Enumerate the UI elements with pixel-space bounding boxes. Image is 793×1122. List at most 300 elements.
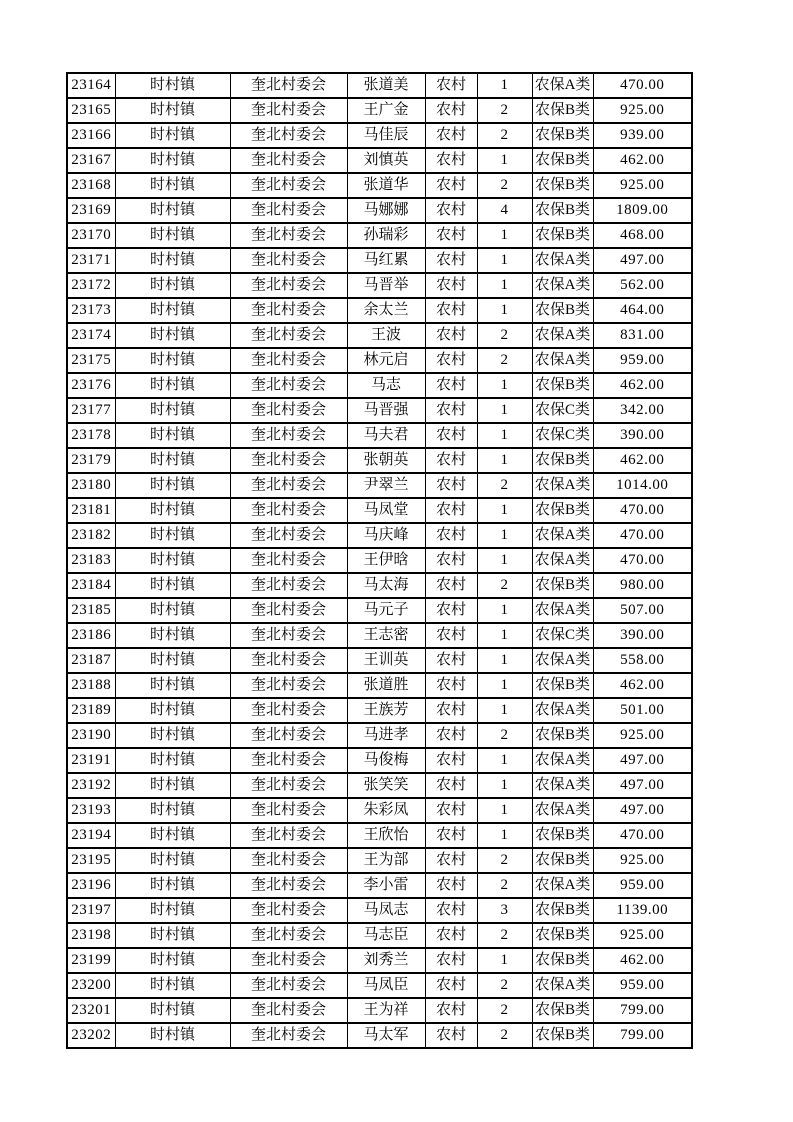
- table-row: [67, 598, 692, 623]
- cell-amount: 959.00: [593, 348, 692, 373]
- cell-amount: 464.00: [593, 298, 692, 323]
- table-row: [67, 898, 692, 923]
- cell-persons: 1: [477, 148, 532, 173]
- cell-insurance_type: 农保A类: [532, 473, 593, 498]
- cell-name: 马凤志: [347, 898, 425, 923]
- cell-amount: 497.00: [593, 248, 692, 273]
- cell-persons: 1: [477, 548, 532, 573]
- cell-amount: 470.00: [593, 73, 692, 98]
- cell-persons: 1: [477, 823, 532, 848]
- cell-amount: 462.00: [593, 448, 692, 473]
- cell-category: 农村: [425, 973, 477, 998]
- cell-village: 奎北村委会: [230, 748, 347, 773]
- cell-insurance_type: 农保B类: [532, 448, 593, 473]
- cell-amount: 497.00: [593, 748, 692, 773]
- cell-category: 农村: [425, 198, 477, 223]
- table-row: [67, 698, 692, 723]
- cell-town: 时村镇: [115, 373, 230, 398]
- cell-category: 农村: [425, 398, 477, 423]
- table-row: [67, 423, 692, 448]
- cell-category: 农村: [425, 948, 477, 973]
- cell-id: 23181: [67, 498, 115, 523]
- cell-amount: 342.00: [593, 398, 692, 423]
- cell-persons: 1: [477, 373, 532, 398]
- cell-insurance_type: 农保A类: [532, 873, 593, 898]
- cell-village: 奎北村委会: [230, 348, 347, 373]
- cell-village: 奎北村委会: [230, 773, 347, 798]
- cell-town: 时村镇: [115, 973, 230, 998]
- cell-category: 农村: [425, 348, 477, 373]
- cell-category: 农村: [425, 223, 477, 248]
- cell-town: 时村镇: [115, 498, 230, 523]
- cell-persons: 2: [477, 323, 532, 348]
- cell-insurance_type: 农保C类: [532, 423, 593, 448]
- cell-town: 时村镇: [115, 548, 230, 573]
- cell-town: 时村镇: [115, 148, 230, 173]
- cell-id: 23167: [67, 148, 115, 173]
- cell-town: 时村镇: [115, 198, 230, 223]
- table-row: [67, 298, 692, 323]
- cell-amount: 925.00: [593, 723, 692, 748]
- table-row: [67, 773, 692, 798]
- cell-amount: 939.00: [593, 123, 692, 148]
- cell-persons: 2: [477, 473, 532, 498]
- cell-amount: 470.00: [593, 548, 692, 573]
- cell-town: 时村镇: [115, 523, 230, 548]
- table-row: [67, 648, 692, 673]
- cell-id: 23164: [67, 73, 115, 98]
- cell-town: 时村镇: [115, 773, 230, 798]
- cell-category: 农村: [425, 1023, 477, 1048]
- cell-town: 时村镇: [115, 123, 230, 148]
- cell-town: 时村镇: [115, 448, 230, 473]
- cell-category: 农村: [425, 998, 477, 1023]
- cell-insurance_type: 农保A类: [532, 548, 593, 573]
- cell-village: 奎北村委会: [230, 648, 347, 673]
- cell-town: 时村镇: [115, 73, 230, 98]
- cell-category: 农村: [425, 873, 477, 898]
- cell-insurance_type: 农保A类: [532, 273, 593, 298]
- cell-persons: 1: [477, 598, 532, 623]
- table-row: [67, 223, 692, 248]
- cell-amount: 925.00: [593, 173, 692, 198]
- cell-village: 奎北村委会: [230, 473, 347, 498]
- cell-insurance_type: 农保A类: [532, 598, 593, 623]
- cell-persons: 1: [477, 648, 532, 673]
- table-row: [67, 348, 692, 373]
- cell-amount: 831.00: [593, 323, 692, 348]
- cell-persons: 2: [477, 848, 532, 873]
- cell-town: 时村镇: [115, 573, 230, 598]
- cell-category: 农村: [425, 473, 477, 498]
- cell-village: 奎北村委会: [230, 948, 347, 973]
- cell-category: 农村: [425, 548, 477, 573]
- cell-amount: 925.00: [593, 923, 692, 948]
- cell-town: 时村镇: [115, 898, 230, 923]
- cell-name: 马志臣: [347, 923, 425, 948]
- cell-id: 23188: [67, 673, 115, 698]
- cell-persons: 2: [477, 873, 532, 898]
- cell-id: 23171: [67, 248, 115, 273]
- cell-amount: 497.00: [593, 798, 692, 823]
- cell-name: 刘慎英: [347, 148, 425, 173]
- cell-insurance_type: 农保B类: [532, 173, 593, 198]
- cell-insurance_type: 农保B类: [532, 148, 593, 173]
- cell-id: 23201: [67, 998, 115, 1023]
- cell-id: 23195: [67, 848, 115, 873]
- cell-category: 农村: [425, 73, 477, 98]
- cell-insurance_type: 农保A类: [532, 348, 593, 373]
- cell-id: 23185: [67, 598, 115, 623]
- cell-village: 奎北村委会: [230, 523, 347, 548]
- cell-category: 农村: [425, 273, 477, 298]
- cell-name: 王族芳: [347, 698, 425, 723]
- cell-amount: 959.00: [593, 973, 692, 998]
- table-row: [67, 623, 692, 648]
- cell-category: 农村: [425, 373, 477, 398]
- table-row: [67, 123, 692, 148]
- cell-id: 23198: [67, 923, 115, 948]
- cell-category: 农村: [425, 298, 477, 323]
- cell-amount: 470.00: [593, 523, 692, 548]
- cell-insurance_type: 农保A类: [532, 523, 593, 548]
- cell-persons: 1: [477, 498, 532, 523]
- cell-category: 农村: [425, 573, 477, 598]
- cell-category: 农村: [425, 723, 477, 748]
- cell-name: 张笑笑: [347, 773, 425, 798]
- cell-insurance_type: 农保C类: [532, 398, 593, 423]
- cell-category: 农村: [425, 798, 477, 823]
- cell-town: 时村镇: [115, 1023, 230, 1048]
- cell-id: 23184: [67, 573, 115, 598]
- table-row: [67, 723, 692, 748]
- table-row: [67, 948, 692, 973]
- cell-town: 时村镇: [115, 398, 230, 423]
- cell-amount: 980.00: [593, 573, 692, 598]
- table-row: [67, 848, 692, 873]
- cell-insurance_type: 农保B类: [532, 673, 593, 698]
- cell-persons: 1: [477, 673, 532, 698]
- cell-amount: 462.00: [593, 148, 692, 173]
- cell-town: 时村镇: [115, 348, 230, 373]
- cell-amount: 470.00: [593, 823, 692, 848]
- cell-amount: 462.00: [593, 673, 692, 698]
- cell-amount: 507.00: [593, 598, 692, 623]
- cell-insurance_type: 农保A类: [532, 973, 593, 998]
- cell-town: 时村镇: [115, 698, 230, 723]
- cell-id: 23199: [67, 948, 115, 973]
- cell-insurance_type: 农保B类: [532, 848, 593, 873]
- cell-insurance_type: 农保B类: [532, 198, 593, 223]
- table-row: [67, 98, 692, 123]
- cell-persons: 1: [477, 798, 532, 823]
- cell-insurance_type: 农保B类: [532, 898, 593, 923]
- cell-amount: 562.00: [593, 273, 692, 298]
- cell-village: 奎北村委会: [230, 373, 347, 398]
- cell-name: 马元子: [347, 598, 425, 623]
- cell-amount: 1809.00: [593, 198, 692, 223]
- cell-id: 23178: [67, 423, 115, 448]
- cell-town: 时村镇: [115, 98, 230, 123]
- cell-id: 23187: [67, 648, 115, 673]
- cell-name: 余太兰: [347, 298, 425, 323]
- cell-id: 23177: [67, 398, 115, 423]
- cell-town: 时村镇: [115, 848, 230, 873]
- cell-persons: 2: [477, 973, 532, 998]
- cell-insurance_type: 农保B类: [532, 923, 593, 948]
- table-row: [67, 973, 692, 998]
- cell-insurance_type: 农保A类: [532, 323, 593, 348]
- cell-persons: 3: [477, 898, 532, 923]
- cell-persons: 1: [477, 398, 532, 423]
- cell-persons: 1: [477, 73, 532, 98]
- cell-insurance_type: 农保B类: [532, 98, 593, 123]
- cell-category: 农村: [425, 323, 477, 348]
- table-row: [67, 548, 692, 573]
- table-row: [67, 448, 692, 473]
- cell-id: 23166: [67, 123, 115, 148]
- cell-name: 马娜娜: [347, 198, 425, 223]
- cell-name: 孙瑞彩: [347, 223, 425, 248]
- cell-town: 时村镇: [115, 298, 230, 323]
- table-row: [67, 1023, 692, 1048]
- cell-village: 奎北村委会: [230, 623, 347, 648]
- cell-category: 农村: [425, 773, 477, 798]
- cell-insurance_type: 农保B类: [532, 998, 593, 1023]
- cell-village: 奎北村委会: [230, 598, 347, 623]
- cell-name: 刘秀兰: [347, 948, 425, 973]
- cell-village: 奎北村委会: [230, 898, 347, 923]
- cell-village: 奎北村委会: [230, 873, 347, 898]
- cell-village: 奎北村委会: [230, 723, 347, 748]
- cell-amount: 468.00: [593, 223, 692, 248]
- cell-persons: 1: [477, 248, 532, 273]
- cell-persons: 4: [477, 198, 532, 223]
- cell-persons: 2: [477, 1023, 532, 1048]
- table-row: [67, 273, 692, 298]
- cell-category: 农村: [425, 448, 477, 473]
- cell-category: 农村: [425, 423, 477, 448]
- cell-village: 奎北村委会: [230, 973, 347, 998]
- cell-persons: 1: [477, 298, 532, 323]
- cell-village: 奎北村委会: [230, 398, 347, 423]
- cell-amount: 925.00: [593, 98, 692, 123]
- cell-id: 23189: [67, 698, 115, 723]
- cell-amount: 497.00: [593, 773, 692, 798]
- cell-id: 23191: [67, 748, 115, 773]
- table-row: [67, 573, 692, 598]
- cell-amount: 462.00: [593, 373, 692, 398]
- cell-id: 23172: [67, 273, 115, 298]
- cell-name: 马太军: [347, 1023, 425, 1048]
- cell-name: 王为祥: [347, 998, 425, 1023]
- cell-category: 农村: [425, 673, 477, 698]
- cell-category: 农村: [425, 698, 477, 723]
- cell-amount: 558.00: [593, 648, 692, 673]
- cell-village: 奎北村委会: [230, 673, 347, 698]
- cell-name: 张道美: [347, 73, 425, 98]
- cell-id: 23196: [67, 873, 115, 898]
- cell-category: 农村: [425, 823, 477, 848]
- cell-town: 时村镇: [115, 173, 230, 198]
- cell-town: 时村镇: [115, 273, 230, 298]
- cell-id: 23165: [67, 98, 115, 123]
- cell-persons: 1: [477, 748, 532, 773]
- cell-name: 林元启: [347, 348, 425, 373]
- cell-amount: 462.00: [593, 948, 692, 973]
- cell-category: 农村: [425, 173, 477, 198]
- cell-name: 王广金: [347, 98, 425, 123]
- cell-category: 农村: [425, 898, 477, 923]
- cell-id: 23192: [67, 773, 115, 798]
- cell-persons: 2: [477, 348, 532, 373]
- cell-town: 时村镇: [115, 223, 230, 248]
- cell-insurance_type: 农保A类: [532, 73, 593, 98]
- cell-persons: 2: [477, 573, 532, 598]
- cell-name: 马进孝: [347, 723, 425, 748]
- cell-persons: 1: [477, 523, 532, 548]
- table-row: [67, 148, 692, 173]
- cell-village: 奎北村委会: [230, 123, 347, 148]
- cell-name: 王欣怡: [347, 823, 425, 848]
- cell-village: 奎北村委会: [230, 323, 347, 348]
- cell-town: 时村镇: [115, 648, 230, 673]
- cell-town: 时村镇: [115, 248, 230, 273]
- cell-town: 时村镇: [115, 473, 230, 498]
- cell-name: 张道华: [347, 173, 425, 198]
- cell-name: 张道胜: [347, 673, 425, 698]
- cell-village: 奎北村委会: [230, 998, 347, 1023]
- cell-name: 马晋举: [347, 273, 425, 298]
- table-body: [67, 73, 692, 1048]
- cell-insurance_type: 农保A类: [532, 798, 593, 823]
- cell-amount: 799.00: [593, 1023, 692, 1048]
- cell-insurance_type: 农保B类: [532, 373, 593, 398]
- table-row: [67, 823, 692, 848]
- cell-town: 时村镇: [115, 948, 230, 973]
- cell-insurance_type: 农保A类: [532, 748, 593, 773]
- cell-insurance_type: 农保A类: [532, 773, 593, 798]
- cell-category: 农村: [425, 98, 477, 123]
- cell-id: 23197: [67, 898, 115, 923]
- cell-persons: 2: [477, 923, 532, 948]
- cell-insurance_type: 农保B类: [532, 498, 593, 523]
- cell-category: 农村: [425, 123, 477, 148]
- cell-town: 时村镇: [115, 623, 230, 648]
- cell-name: 朱彩凤: [347, 798, 425, 823]
- cell-village: 奎北村委会: [230, 423, 347, 448]
- table-row: [67, 398, 692, 423]
- cell-name: 李小雷: [347, 873, 425, 898]
- cell-id: 23200: [67, 973, 115, 998]
- cell-name: 张朝英: [347, 448, 425, 473]
- cell-name: 马夫君: [347, 423, 425, 448]
- cell-name: 马凤臣: [347, 973, 425, 998]
- cell-category: 农村: [425, 523, 477, 548]
- cell-id: 23180: [67, 473, 115, 498]
- cell-id: 23194: [67, 823, 115, 848]
- cell-village: 奎北村委会: [230, 298, 347, 323]
- cell-persons: 1: [477, 948, 532, 973]
- cell-category: 农村: [425, 848, 477, 873]
- cell-category: 农村: [425, 648, 477, 673]
- table-row: [67, 73, 692, 98]
- cell-insurance_type: 农保B类: [532, 573, 593, 598]
- cell-name: 尹翠兰: [347, 473, 425, 498]
- cell-village: 奎北村委会: [230, 548, 347, 573]
- table-row: [67, 873, 692, 898]
- cell-village: 奎北村委会: [230, 848, 347, 873]
- cell-name: 王志密: [347, 623, 425, 648]
- cell-village: 奎北村委会: [230, 573, 347, 598]
- cell-insurance_type: 农保B类: [532, 223, 593, 248]
- cell-persons: 2: [477, 123, 532, 148]
- cell-village: 奎北村委会: [230, 198, 347, 223]
- cell-id: 23175: [67, 348, 115, 373]
- cell-village: 奎北村委会: [230, 148, 347, 173]
- cell-village: 奎北村委会: [230, 248, 347, 273]
- table-row: [67, 798, 692, 823]
- cell-name: 马红累: [347, 248, 425, 273]
- cell-category: 农村: [425, 623, 477, 648]
- table-row: [67, 523, 692, 548]
- cell-town: 时村镇: [115, 798, 230, 823]
- cell-town: 时村镇: [115, 998, 230, 1023]
- cell-amount: 501.00: [593, 698, 692, 723]
- cell-village: 奎北村委会: [230, 173, 347, 198]
- cell-id: 23174: [67, 323, 115, 348]
- cell-amount: 925.00: [593, 848, 692, 873]
- cell-persons: 1: [477, 773, 532, 798]
- cell-insurance_type: 农保B类: [532, 948, 593, 973]
- cell-name: 马太海: [347, 573, 425, 598]
- cell-amount: 390.00: [593, 623, 692, 648]
- cell-id: 23182: [67, 523, 115, 548]
- cell-village: 奎北村委会: [230, 273, 347, 298]
- cell-persons: 1: [477, 223, 532, 248]
- cell-insurance_type: 农保A类: [532, 248, 593, 273]
- table-row: [67, 473, 692, 498]
- cell-name: 马晋强: [347, 398, 425, 423]
- cell-category: 农村: [425, 748, 477, 773]
- cell-insurance_type: 农保C类: [532, 623, 593, 648]
- cell-name: 王为部: [347, 848, 425, 873]
- table-row: [67, 498, 692, 523]
- cell-amount: 959.00: [593, 873, 692, 898]
- cell-id: 23193: [67, 798, 115, 823]
- cell-town: 时村镇: [115, 823, 230, 848]
- cell-category: 农村: [425, 498, 477, 523]
- cell-village: 奎北村委会: [230, 73, 347, 98]
- cell-amount: 470.00: [593, 498, 692, 523]
- cell-village: 奎北村委会: [230, 98, 347, 123]
- cell-persons: 1: [477, 423, 532, 448]
- cell-village: 奎北村委会: [230, 1023, 347, 1048]
- cell-id: 23170: [67, 223, 115, 248]
- cell-id: 23173: [67, 298, 115, 323]
- table-row: [67, 673, 692, 698]
- cell-name: 马庆峰: [347, 523, 425, 548]
- cell-persons: 2: [477, 98, 532, 123]
- cell-village: 奎北村委会: [230, 923, 347, 948]
- table-row: [67, 248, 692, 273]
- cell-category: 农村: [425, 148, 477, 173]
- cell-persons: 1: [477, 623, 532, 648]
- cell-id: 23190: [67, 723, 115, 748]
- cell-insurance_type: 农保B类: [532, 1023, 593, 1048]
- cell-town: 时村镇: [115, 723, 230, 748]
- cell-id: 23202: [67, 1023, 115, 1048]
